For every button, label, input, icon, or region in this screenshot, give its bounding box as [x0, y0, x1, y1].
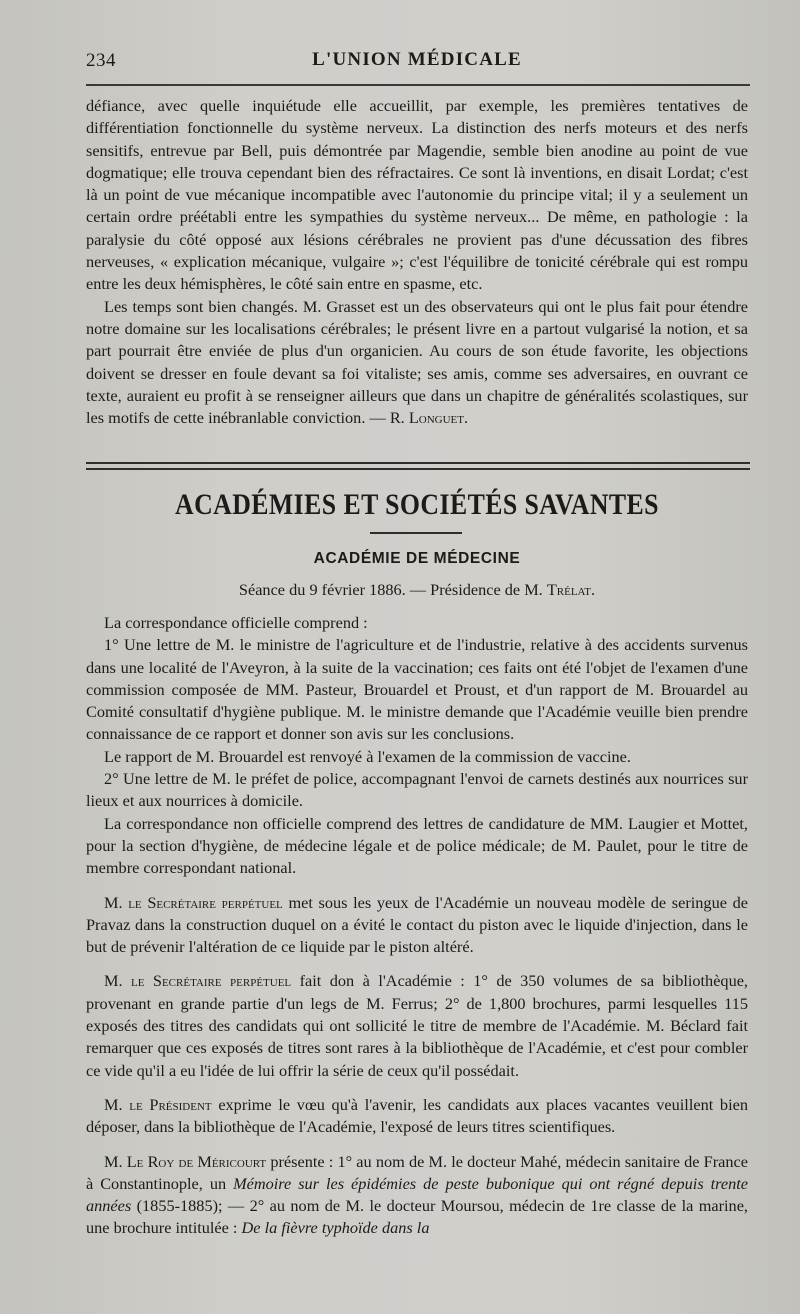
seance-text: Séance du 9 février 1886. — Présidence de M.: [238, 580, 543, 599]
review-paragraph-2-text: Les temps sont bien changés. M. Grasset est un des observateurs qui ont le plus fait pour étendre notre domaine sur les localisations cérébrales; le présent livre en a partout vulgarisé la notion, et sa part pourrait être enviée de plus d'un organicien. Au cours de son étude favorite, les objections doivent se dresser en foule devant sa foi vitaliste; ses amis, comme ses adversaires, en ouvrant ce texte, auraient eu profit à se renseigner ailleurs que dans un chapitre de généralités scolastiques, sur les motifs de cette inébranlable conviction. — R.: [86, 296, 748, 428]
subsection-title: ACADÉMIE DE MÉDECINE: [313, 550, 521, 567]
academie-proceedings: [86, 612, 748, 1240]
paragraph-7-text: fait don à l'Académie : 1° de 350 volumes de sa bibliothèque, provenant en grande partie d'un legs de M. Ferrus; 2° de 1,800 brochures, parmi lesquelles 115 exposés des titres des candidats qui ont sollicité le titre de membre de l'Académie. M. Béclard fait remarquer que ces exposés de titres sont rares à la bibliothèque de l'Académie, et c'est pour combler ce vide qu'il a eu l'idée de lui offrir la série de ceux qu'il possédait.: [86, 971, 749, 1080]
review-paragraph-1: défiance, avec quelle inquiétude elle accueillit, par exemple, les premières tentatives de différentiation fonctionnelle du système nerveux. La distinction des nerfs moteurs et des nerfs sensitifs, entrevue par Bell, puis démontrée par Magendie, semble bien anodine au point de vue dogmatique; elle trouva cependant bien des réfractaires. Ce sont là inventions, en disait Lordat; c'est là un point de vue mécanique incompatible avec l'autonomie du principe vital; il y a seulement un certain ordre préétabli entre les sympathies du système nerveux... De même, en pathologie : la paralysie du côté opposé aux lésions cérébrales ne provient pas d'une décussation des fibres nerveuses, « explication mécanique, vulgaire »; c'est l'équilibre de tonicité cérébrale qui est rompu entre les deux hémisphères, le côté sain entre en spasme, etc.: [86, 96, 748, 294]
paragraph-8-text: exprime le vœu qu'à l'avenir, les candidats aux places vacantes veuillent bien déposer, dans la bibliothèque de l'Académie, l'exposé de leurs titres scientifiques.: [86, 1094, 748, 1137]
paragraph-9-title-1: Mémoire sur les épidémies de peste bubonique qui ont régné depuis trente années: [86, 1173, 748, 1216]
proceedings-paragraph-8: [86, 1094, 748, 1139]
proceedings-paragraph-5: La correspondance non officielle comprend des lettres de candidature de MM. Laugier et Mottet, pour la section d'hygiène, de médecine légale et de police médicale; de M. Paulet, pour le titre de membre correspondant national.: [86, 813, 748, 878]
paragraph-7-lead: M. le Secrétaire perpétuel: [104, 971, 292, 991]
book-review: [86, 95, 748, 429]
proceedings-paragraph-3: Le rapport de M. Brouardel est renvoyé à l'examen de la commission de vaccine.: [104, 746, 631, 766]
page-header: [86, 46, 748, 76]
proceedings-paragraph-2: 1° Une lettre de M. le ministre de l'agriculture et de l'industrie, relative à des accidents survenus dans une localité de l'Aveyron, à la suite de la vaccination; ces faits ont été l'objet de l'examen d'une commission composée de MM. Pasteur, Brouardel et Proust, et d'un rapport de M. Brouardel au Comité consultatif d'hygiène publique. M. le ministre demande que l'Académie veuille bien prendre connaissance de ce rapport et donner son avis sur les conclusions.: [86, 635, 748, 744]
paragraph-9-text-b: (1855-1885); — 2° au nom de M. le docteur Moursou, médecin de 1re classe de la marine, une brochure intitulée :: [86, 1196, 748, 1238]
page-number: 234: [86, 50, 116, 71]
section-title: ACADÉMIES ET SOCIÉTÉS SAVANTES: [175, 488, 659, 521]
seance-line: [86, 580, 748, 600]
running-head: L'UNION MÉDICALE: [312, 49, 522, 70]
review-signature: Longuet.: [408, 408, 469, 428]
paragraph-6-text: met sous les yeux de l'Académie un nouveau modèle de seringue de Pravaz dans la construction duquel on a évité le contact du piston avec le liquide d'injection, dans le but de prévenir l'altération de ce liquide par le piston altéré.: [86, 892, 748, 957]
proceedings-paragraph-7: [86, 970, 748, 1081]
proceedings-paragraph-6: [86, 892, 748, 959]
paragraph-9-text-a: présente : 1° au nom de M. le docteur Mahé, médecin sanitaire de France à Constantinople, un: [86, 1151, 748, 1193]
proceedings-paragraph-4: 2° Une lettre de M. le préfet de police, accompagnant l'envoi de carnets destinés aux nourrices sur lieux et aux nourrices à domicile.: [86, 769, 748, 811]
review-paragraph-2: [86, 296, 748, 430]
paragraph-9-lead: M. Le Roy de Méricourt: [104, 1151, 267, 1171]
proceedings-paragraph-9: [86, 1151, 748, 1240]
paragraph-9-title-2: De la fièvre typhoïde dans la: [241, 1218, 430, 1238]
header-rule: [86, 84, 750, 86]
paragraph-8-lead: M. le Président: [104, 1094, 212, 1114]
title-rule: [370, 532, 462, 534]
proceedings-paragraph-1: La correspondance officielle comprend :: [104, 613, 368, 632]
seance-president: Trélat.: [546, 580, 596, 599]
section-separator: [86, 462, 750, 470]
paragraph-6-lead: M. le Secrétaire perpétuel: [104, 892, 283, 912]
